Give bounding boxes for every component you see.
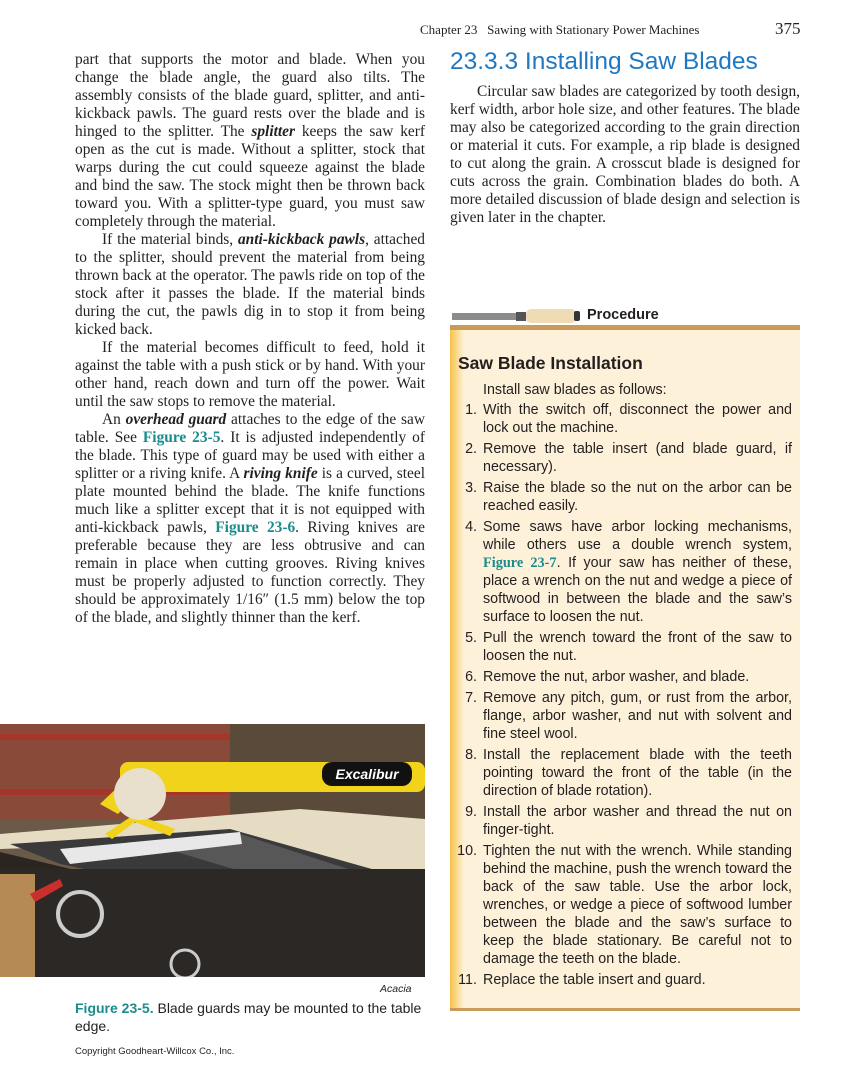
step-number: 8. (465, 747, 477, 763)
figure-link-23-7[interactable]: Figure 23-7 (483, 555, 557, 571)
step (456, 629, 792, 665)
text: is a curved, steel plate mounted behind the blade. The knife functions much like a splitter except that it is not equipped with anti-kickback pawls, (75, 465, 425, 536)
running-header: Chapter 23 Sawing with Stationary Power Machines (420, 22, 700, 37)
step-number: 1. (465, 402, 477, 418)
step-text (483, 518, 792, 626)
procedure-label: Procedure (587, 307, 659, 323)
figure-caption (75, 999, 425, 1035)
excalibur-logo: Excalibur (335, 766, 399, 782)
step-text: Remove any pitch, gum, or rust from the arbor, flange, arbor washer, and nut with solvent and fine steel wool. (483, 690, 792, 742)
figure-link-23-6[interactable]: Figure 23-6 (215, 519, 296, 536)
figure-link-23-5[interactable]: Figure 23-5 (142, 429, 221, 446)
step (456, 842, 792, 968)
step-number: 10. (457, 843, 477, 859)
text: An (102, 411, 126, 428)
photo-credit: Acacia (380, 983, 412, 995)
step-number: 5. (465, 630, 477, 646)
paragraph: If the material becomes difficult to feed, hold it against the table with a push stick or by hand. With your other hand, reach down and turn off the power. Wait until the saw stops to remove the material. (75, 339, 425, 410)
text: If the material binds, (102, 231, 238, 248)
step (456, 689, 792, 743)
procedure-intro: Install saw blades as follows: (483, 382, 667, 398)
step (456, 479, 792, 515)
step-text: Raise the blade so the nut on the arbor can be reached easily. (483, 480, 792, 514)
step (456, 518, 792, 626)
procedure-box (450, 325, 800, 1011)
step-number: 11. (458, 972, 477, 988)
text: , attached to the splitter, should prevent the material from being thrown back at the operator. The pawls ride on top of the stock after it passes the blade. If the material binds during the cut, the pawls dig in to stop it from being kicked back. (75, 231, 425, 338)
text: keeps the saw kerf open as the cut is made. Without a splitter, stock that warps during the cut could squeeze against the blade and bind the saw. The stock might then be thrown back toward you. With a splitter-type guard, you must saw completely through the material. (75, 123, 425, 230)
term-splitter: splitter (251, 123, 295, 140)
paragraph (75, 51, 425, 231)
paragraph (75, 411, 425, 627)
step (456, 401, 792, 437)
step-text: Pull the wrench toward the front of the saw to loosen the nut. (483, 630, 792, 664)
step-number: 2. (465, 441, 477, 457)
left-column (75, 51, 425, 627)
term-overhead-guard: overhead guard (125, 411, 227, 428)
step (456, 971, 792, 989)
section-heading: 23.3.3 Installing Saw Blades (450, 48, 758, 75)
chisel-icon (452, 308, 582, 324)
step-number: 7. (465, 690, 477, 706)
text: . If your saw has neither of these, place a wrench on the nut and wedge a piece of softwood in between the blade and the saw’s surface to loosen the nut. (483, 555, 792, 625)
step (456, 746, 792, 800)
procedure-label-bar (452, 305, 802, 327)
page-number: 375 (775, 19, 801, 38)
figure-label: Figure 23-5. (75, 1000, 154, 1016)
procedure-steps (456, 401, 792, 992)
text: Some saws have arbor locking mechanisms, while others use a double wrench system, (483, 519, 792, 553)
table-saw-photo (0, 724, 425, 977)
step-number: 6. (465, 669, 477, 685)
step-number: 3. (465, 480, 477, 496)
text: . It is adjusted independently of the blade. This type of guard may be used with either a splitter or a riving knife. A (75, 429, 425, 482)
step (456, 803, 792, 839)
step-text: Tighten the nut with the wrench. While standing behind the machine, push the wrench toward the back of the saw table. Use the arbor lock, wrenches, or wedge a piece of softwood lumber between the blade and the saw’s surface to keep the blade stationary. Be careful not to damage the teeth on the blade. (483, 843, 792, 967)
step-text: Remove the table insert (and blade guard, if necessary). (483, 441, 792, 475)
step-text: Remove the nut, arbor washer, and blade. (483, 669, 750, 685)
step-text: With the switch off, disconnect the power and lock out the machine. (483, 402, 792, 436)
step-number: 4. (465, 519, 477, 535)
step-text: Install the replacement blade with the teeth pointing toward the front of the table (in the direction of blade rotation). (483, 747, 792, 799)
step-text: Install the arbor washer and thread the nut on finger-tight. (483, 804, 792, 838)
paragraph: Circular saw blades are categorized by tooth design, kerf width, arbor hole size, and other features. The blade may also be categorized according to the grain direction or material it cuts. For example, a rip blade is designed to cut along the grain. A crosscut blade is designed for cuts across the grain. Combination blades do both. A more detailed discussion of blade design and selection is given later in the chapter. (450, 83, 800, 226)
procedure-title: Saw Blade Installation (458, 353, 643, 373)
step-text: Replace the table insert and guard. (483, 972, 706, 988)
term-riving-knife: riving knife (243, 465, 318, 482)
step (456, 668, 792, 686)
text: part that supports the motor and blade. When you change the blade angle, the guard also tilts. The assembly consists of the blade guard, splitter, and anti-kickback pawls. The guard rests over the blade and is hinged to the splitter. The (75, 51, 425, 140)
term-anti-kickback-pawls: anti-kickback pawls (237, 231, 366, 248)
paragraph (75, 231, 425, 339)
step-number: 9. (465, 804, 477, 820)
caption-text: Blade guards may be mounted to the table edge. (75, 1000, 422, 1034)
text: . Riving knives are preferable because they are less obtrusive and can remain in place when cutting grooves. Riving knives must be properly adjusted to function correctly. They should be approximately 1/16″ (1.5 mm) below the top of the blade, and slightly thinner than the kerf. (75, 519, 426, 626)
step (456, 440, 792, 476)
text: attaches to the edge of the saw table. See (75, 411, 425, 446)
copyright: Copyright Goodheart-Willcox Co., Inc. (75, 1046, 235, 1057)
